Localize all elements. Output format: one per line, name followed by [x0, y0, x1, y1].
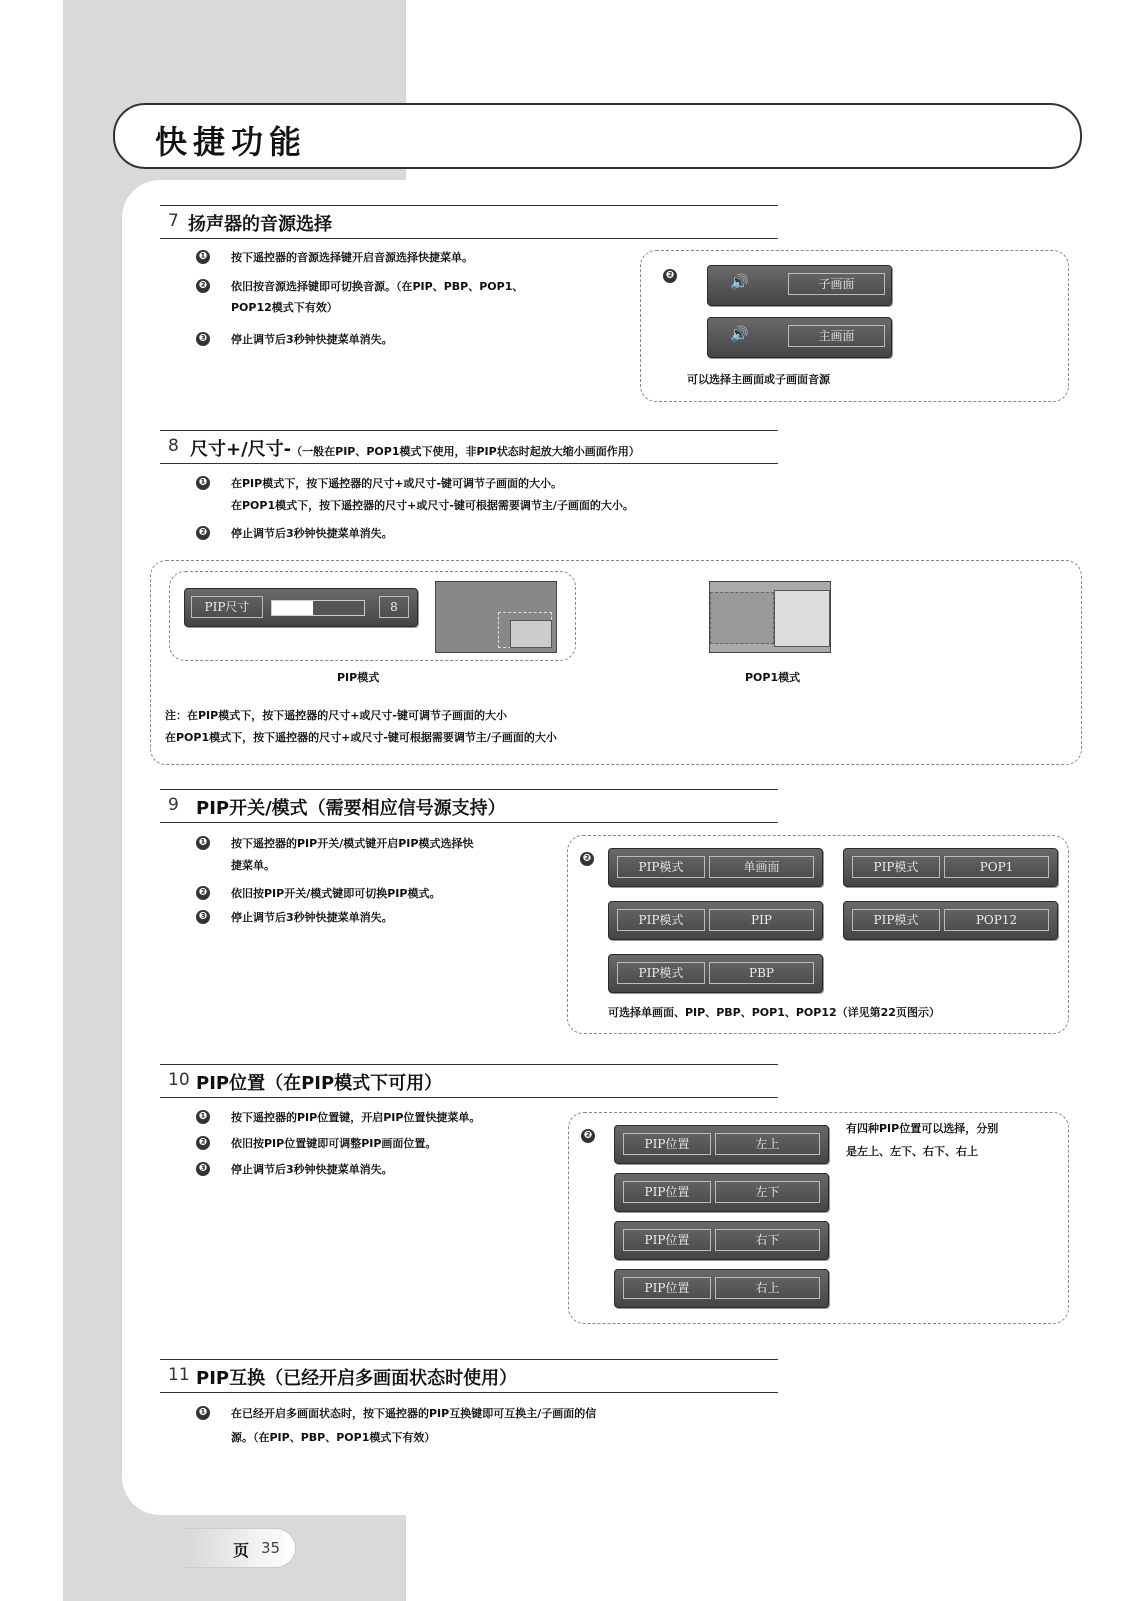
section-number: 8: [168, 436, 179, 456]
osd-value: 右上: [715, 1277, 820, 1299]
page-number-tab: [185, 1528, 296, 1568]
osd-label: PIP位置: [623, 1133, 711, 1155]
osd-sub-picture: [707, 265, 892, 306]
section-title: PIP开关/模式（需要相应信号源支持）: [196, 798, 506, 819]
title-banner: [113, 103, 1082, 169]
osd-value: POP12: [944, 909, 1049, 931]
pop-screen-illustration: [709, 581, 831, 653]
osd-pip-position-top-left: [614, 1125, 829, 1164]
pop-sub-window: [774, 590, 830, 647]
section-title-text: 尺寸+/尺寸-: [190, 439, 292, 460]
pip-sub-window-inner: [510, 620, 552, 648]
osd-label: PIP位置: [623, 1181, 711, 1203]
page-title: 快捷功能: [155, 123, 308, 161]
section-title: [190, 435, 640, 461]
osd-value: 右下: [715, 1229, 820, 1251]
pip-size-sub-figure: [169, 571, 576, 661]
pip-screen-illustration: [435, 581, 557, 653]
osd-value: 子画面: [788, 273, 885, 295]
osd-pip-mode-pbp: [608, 954, 823, 993]
osd-pip-mode-pip: [608, 901, 823, 940]
section-7-figure: [640, 250, 1069, 402]
section-number: 11: [168, 1365, 190, 1385]
osd-label: PIP位置: [623, 1229, 711, 1251]
figure-caption: 可选择单画面、PIP、PBP、POP1、POP12（详见第22页图示）: [608, 1006, 940, 1019]
osd-value: 单画面: [709, 856, 814, 878]
position-note: 有四种PIP位置可以选择，分别: [846, 1122, 999, 1135]
section-number: 7: [168, 211, 179, 231]
osd-main-picture: [707, 317, 892, 358]
section-11-header: [160, 1359, 778, 1393]
osd-pip-size: [184, 588, 418, 627]
size-level-bar: [271, 600, 365, 616]
section-title: PIP位置（在PIP模式下可用）: [196, 1073, 443, 1094]
osd-value: 左上: [715, 1133, 820, 1155]
osd-pip-mode-pop12: [843, 901, 1058, 940]
figure-caption: 可以选择主画面或子画面音源: [687, 373, 830, 386]
figure-bullet: ❷: [581, 1129, 595, 1143]
size-level-fill: [272, 601, 313, 615]
section-10-header: [160, 1064, 778, 1098]
osd-label: PIP模式: [852, 909, 940, 931]
section-7-header: [160, 205, 778, 239]
osd-label: PIP模式: [617, 962, 705, 984]
osd-label: PIP尺寸: [191, 596, 263, 618]
osd-value: 主画面: [788, 325, 885, 347]
osd-pip-position-bottom-right: [614, 1221, 829, 1260]
pip-mode-label: PIP模式: [337, 671, 380, 684]
osd-label: PIP模式: [617, 856, 705, 878]
position-note: 是左上、左下、右下、右上: [846, 1145, 978, 1158]
osd-label: PIP模式: [617, 909, 705, 931]
page-label: 页: [233, 1541, 250, 1560]
osd-pip-mode-single: [608, 848, 823, 887]
section-9-header: [160, 789, 778, 823]
figure-bullet: ❷: [580, 852, 594, 866]
section-subtitle: （一般在PIP、POP1模式下使用，非PIP状态时起放大缩小画面作用）: [291, 445, 640, 458]
section-title: 扬声器的音源选择: [188, 214, 332, 235]
osd-label: PIP位置: [623, 1277, 711, 1299]
section-8-header: [160, 430, 778, 464]
osd-value: POP1: [944, 856, 1049, 878]
page-number: 35: [261, 1539, 281, 1557]
note-line: 注：在PIP模式下，按下遥控器的尺寸+或尺寸-键可调节子画面的大小: [165, 709, 507, 722]
osd-label: PIP模式: [852, 856, 940, 878]
figure-bullet: ❷: [663, 269, 677, 283]
section-number: 10: [168, 1070, 190, 1090]
osd-pip-position-bottom-left: [614, 1173, 829, 1212]
section-8-figure: [150, 560, 1082, 765]
speaker-icon: 🔊: [730, 273, 749, 291]
osd-value: 左下: [715, 1181, 820, 1203]
osd-value: PIP: [709, 909, 814, 931]
note-line: 在POP1模式下，按下遥控器的尺寸+或尺寸-键可根据需要调节主/子画面的大小: [165, 731, 557, 744]
osd-value: 8: [379, 596, 409, 618]
section-title: PIP互换（已经开启多画面状态时使用）: [196, 1368, 518, 1389]
osd-value: PBP: [709, 962, 814, 984]
pop1-mode-label: POP1模式: [745, 671, 801, 684]
pop-main-window: [710, 592, 774, 644]
section-number: 9: [168, 795, 179, 815]
speaker-icon: 🔊: [730, 325, 749, 343]
osd-pip-position-top-right: [614, 1269, 829, 1308]
section-9-figure: [567, 835, 1069, 1034]
osd-pip-mode-pop1: [843, 848, 1058, 887]
section-10-figure: [568, 1112, 1069, 1324]
